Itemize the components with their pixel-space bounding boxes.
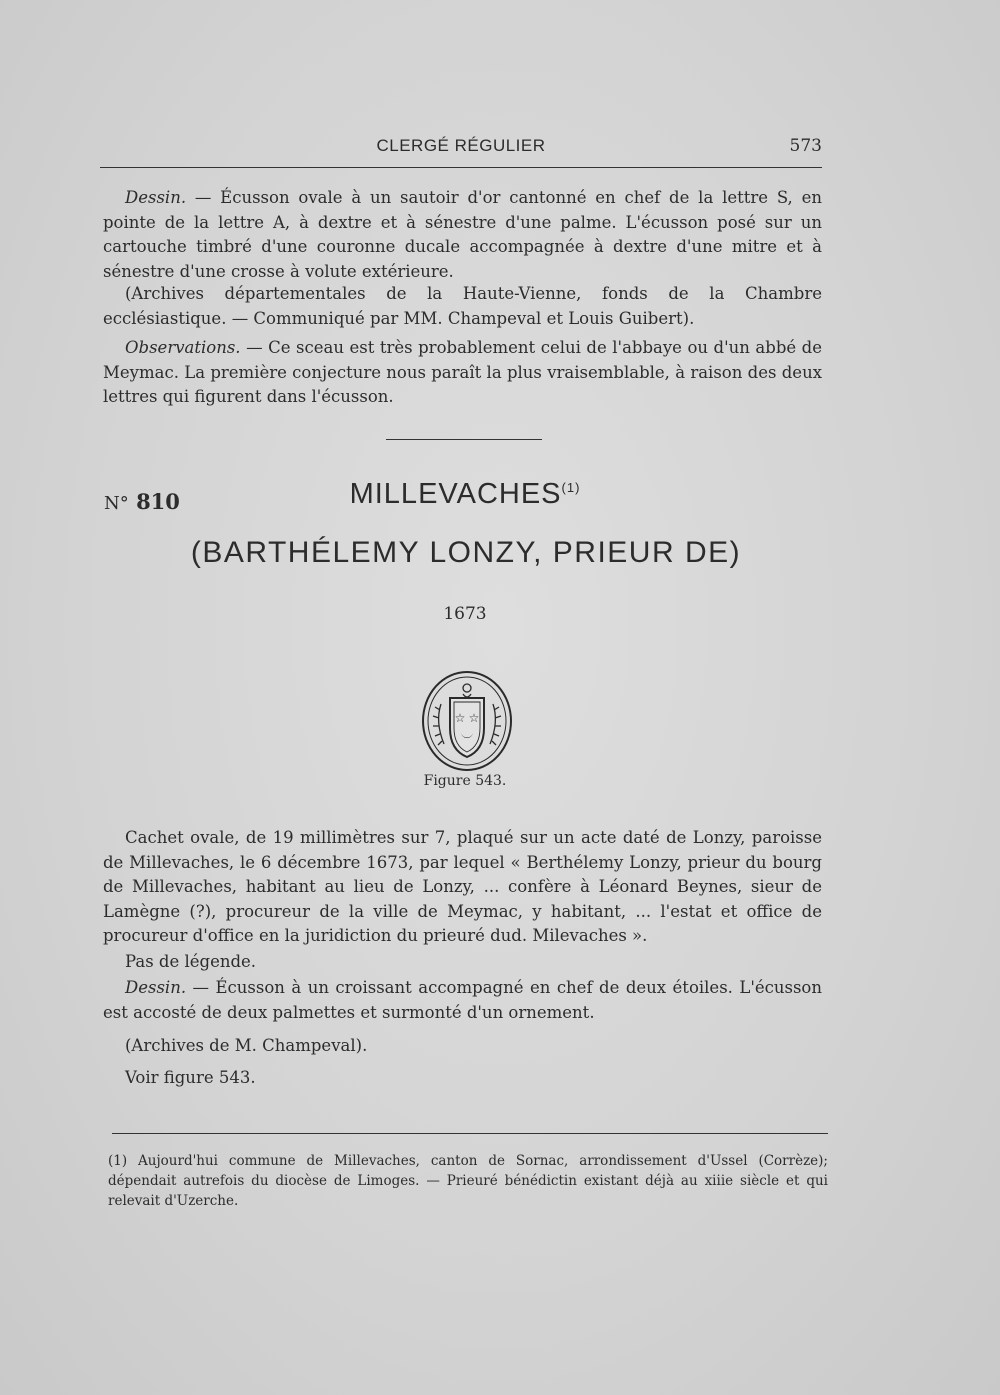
entry-year: 1673 bbox=[443, 604, 487, 624]
see-figure-paragraph: Voir figure 543. bbox=[125, 1068, 256, 1087]
footnote-rule bbox=[112, 1133, 828, 1134]
legend-paragraph: Pas de légende. bbox=[125, 952, 257, 971]
observations-paragraph bbox=[103, 336, 822, 410]
entry-archives-paragraph: (Archives de M. Champeval). bbox=[125, 1036, 368, 1055]
entry-title bbox=[300, 478, 630, 511]
entry-number bbox=[104, 489, 180, 514]
running-head bbox=[100, 136, 822, 162]
footnote: (1) Aujourd'hui commune de Millevaches, canton de Sornac, arrondissement d'Ussel (Corrèze); dépendait autrefois du diocèse de Limoges. — Prieuré bénédictin existant déjà au xiiie siècle et qui relevait d'Uzerche. bbox=[108, 1153, 828, 1209]
dessin-text: — Écusson ovale à un sautoir d'or cantonné en chef de la lettre S, en pointe de la lettre A, à dextre et à sénestre d'une palme. L'écusson posé sur un cartouche timbré d'une couronne ducale accompagnée à dextre d'une mitre et à sénestre d'une crosse à volute extérieure. bbox=[103, 188, 822, 281]
figure-caption: Figure 543. bbox=[423, 773, 507, 789]
svg-text:☆: ☆ bbox=[468, 711, 480, 725]
page-number: 573 bbox=[789, 136, 822, 156]
entry-dessin-paragraph bbox=[103, 976, 822, 1025]
entry-title-text: MILLEVACHES bbox=[349, 478, 562, 510]
entry-number-prefix: N° bbox=[104, 493, 129, 514]
observations-label: Observations. bbox=[125, 338, 241, 357]
section-separator bbox=[386, 439, 542, 440]
dessin-label: Dessin. bbox=[125, 188, 187, 207]
entry-number-value: 810 bbox=[136, 489, 180, 514]
entry-subtitle: (BARTHÉLEMY LONZY, PRIEUR DE) bbox=[190, 536, 742, 569]
seal-figure bbox=[421, 670, 513, 772]
footnote-ref: (1) bbox=[561, 480, 581, 495]
dessin-paragraph bbox=[103, 186, 822, 284]
header-rule bbox=[100, 167, 822, 168]
running-title: CLERGÉ RÉGULIER bbox=[376, 136, 546, 155]
observations-text: — Ce sceau est très probablement celui de l'abbaye ou d'un abbé de Meymac. La première conjecture nous paraît la plus vraisemblable, à raison des deux lettres qui figurent dans l'écusson. bbox=[103, 338, 822, 406]
entry-dessin-label: Dessin. bbox=[125, 978, 187, 997]
entry-dessin-text: — Écusson à un croissant accompagné en chef de deux étoiles. L'écusson est accosté de deux palmettes et surmonté d'un ornement. bbox=[103, 978, 822, 1022]
description-paragraph: Cachet ovale, de 19 millimètres sur 7, plaqué sur un acte daté de Lonzy, paroisse de Millevaches, le 6 décembre 1673, par lequel « Berthélemy Lonzy, prieur du bourg de Millevaches, habitant au lieu de Lonzy, ... confère à Léonard Beynes, sieur de Lamègne (?), procureur de la ville de Meymac, y habitant, ... l'estat et office de procureur d'office en la juridiction du prieuré dud. Milevaches ». bbox=[103, 828, 822, 945]
svg-text:☆: ☆ bbox=[454, 711, 466, 725]
archives-paragraph: (Archives départementales de la Haute-Vienne, fonds de la Chambre ecclésiastique. — Communiqué par MM. Champeval et Louis Guibert). bbox=[103, 284, 822, 328]
